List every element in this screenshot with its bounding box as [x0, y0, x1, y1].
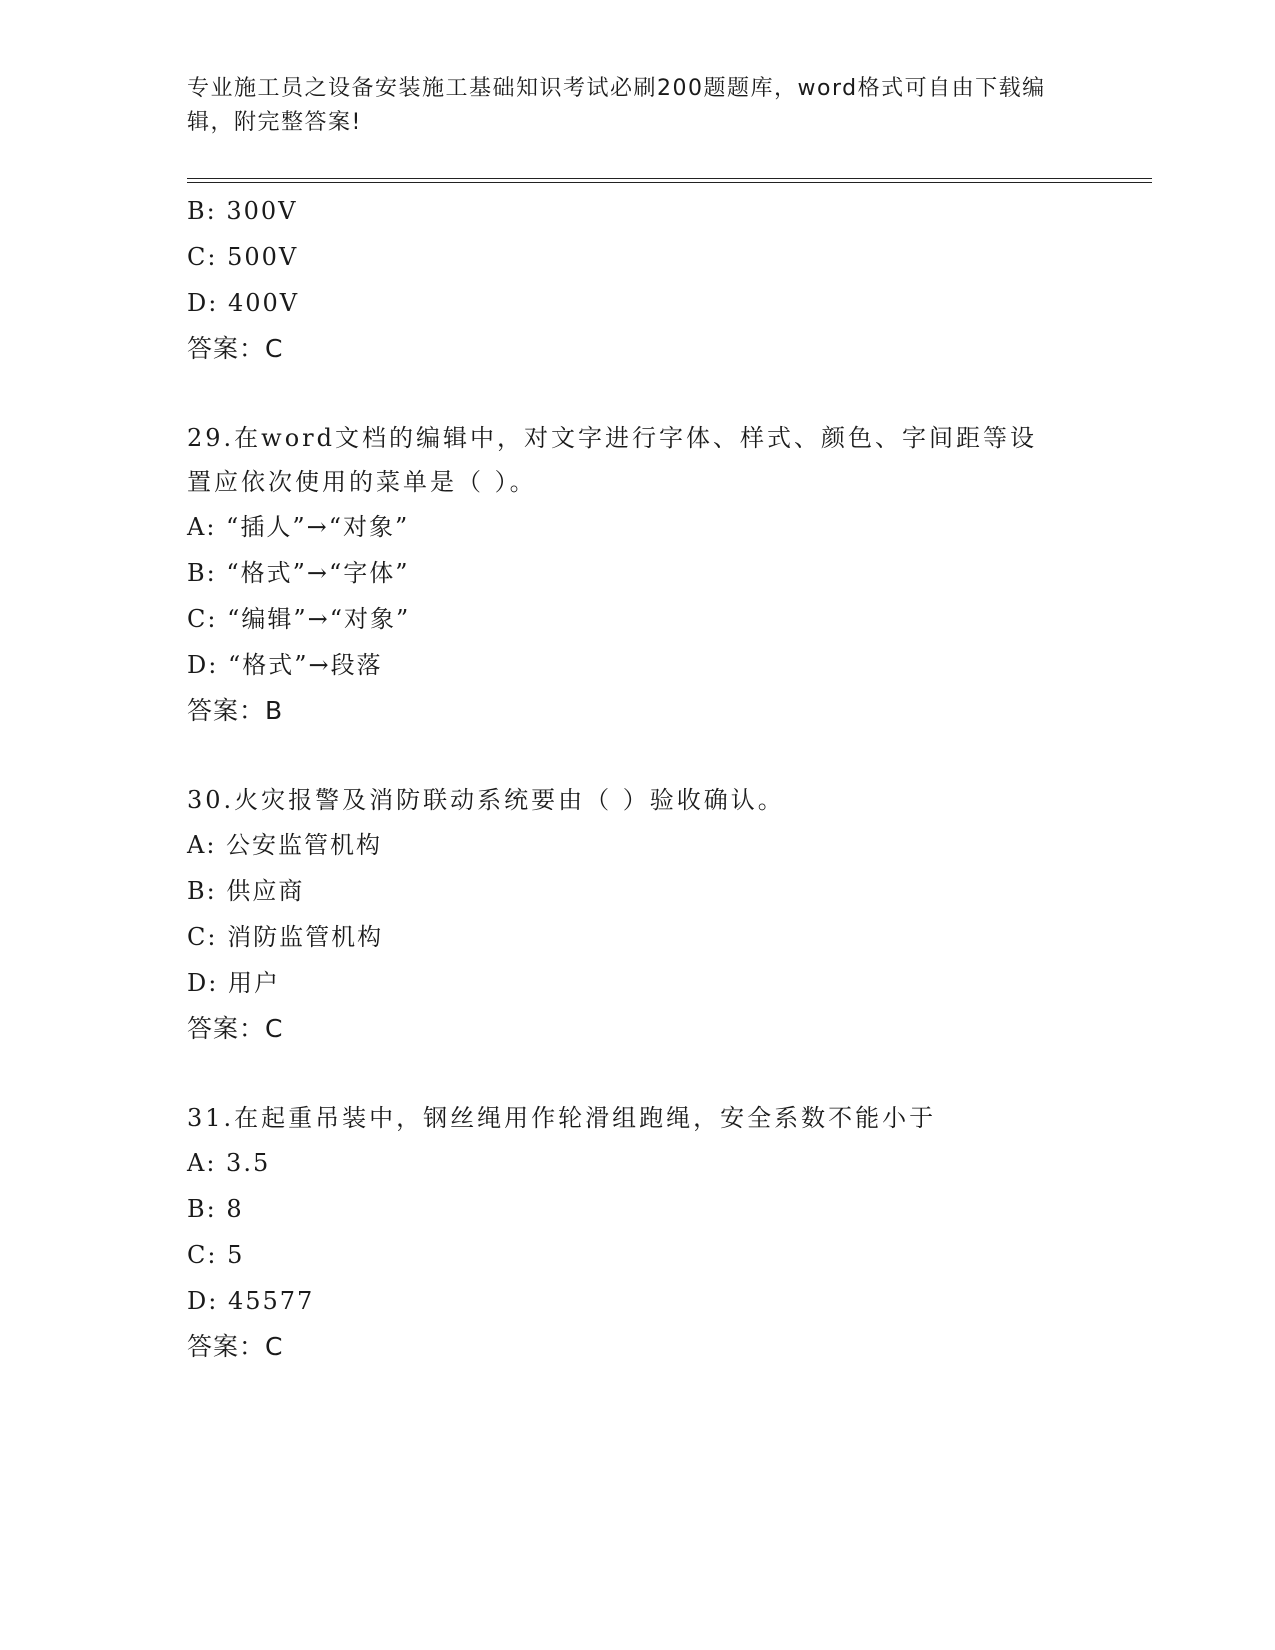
question-text: 30.火灾报警及消防联动系统要由（ ）验收确认。 [187, 786, 785, 814]
option-c: C: 消防监管机构 [187, 923, 384, 951]
answer-label: 答案：B [187, 696, 284, 725]
spacer [187, 734, 1087, 778]
option-b: B: “格式”→“字体” [187, 559, 410, 587]
question-30 [187, 778, 1087, 1052]
option-a: A: “插人”→“对象” [187, 513, 410, 541]
question-text: 31.在起重吊装中，钢丝绳用作轮滑组跑绳，安全系数不能小于 [187, 1104, 937, 1132]
option-c: C: 500V [187, 243, 299, 271]
question-list [187, 188, 1087, 1370]
question-29 [187, 416, 1087, 734]
option-c: C: 5 [187, 1241, 245, 1269]
answer-label: 答案：C [187, 1014, 284, 1043]
option-c: C: “编辑”→“对象” [187, 605, 411, 633]
option-d: D: 45577 [187, 1287, 315, 1315]
option-b: B: 8 [187, 1195, 244, 1223]
option-b: B: 供应商 [187, 877, 305, 905]
header-rule-top [187, 178, 1152, 179]
option-b: B: 300V [187, 197, 298, 225]
option-d: D: 400V [187, 289, 300, 317]
spacer [187, 372, 1087, 416]
header-rule-bottom [187, 182, 1152, 183]
answer-label: 答案：C [187, 334, 284, 363]
option-a: A: 3.5 [187, 1149, 271, 1177]
question-28 [187, 188, 1087, 372]
spacer [187, 1052, 1087, 1096]
question-text: 29.在word文档的编辑中，对文字进行字体、样式、颜色、字间距等设置应依次使用的菜单是（ ）。 [187, 424, 1037, 496]
option-a: A: 公安监管机构 [187, 831, 383, 859]
page-header-title: 专业施工员之设备安装施工基础知识考试必刷200题题库，word格式可自由下载编辑，附完整答案! [187, 76, 1046, 135]
option-d: D: “格式”→段落 [187, 651, 383, 679]
option-d: D: 用户 [187, 969, 280, 997]
answer-label: 答案：C [187, 1332, 284, 1361]
question-31 [187, 1096, 1087, 1370]
